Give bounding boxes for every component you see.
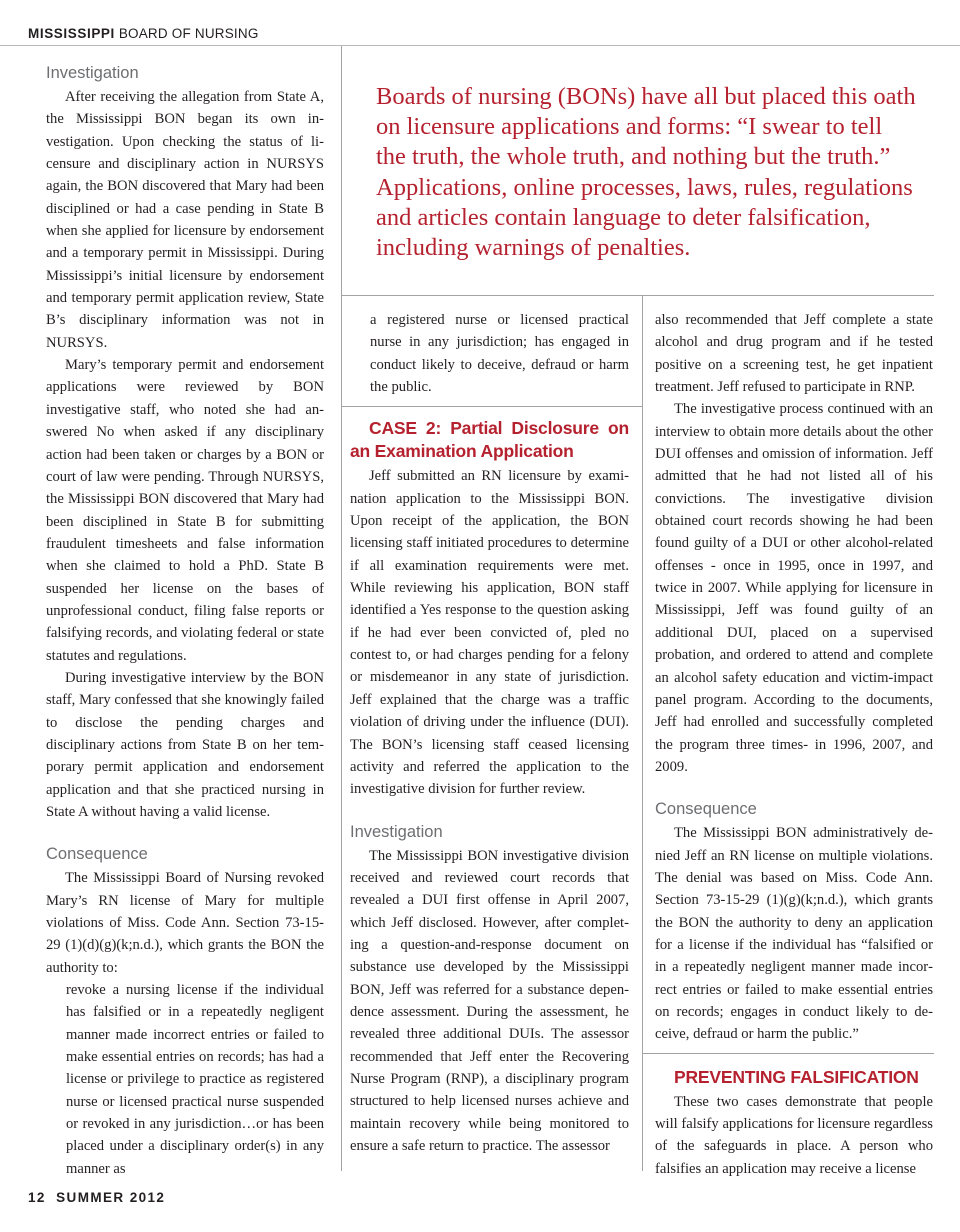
header-org-bold: MISSISSIPPI	[28, 26, 115, 41]
column-divider-1	[341, 46, 342, 1171]
header-rule	[0, 45, 960, 46]
body-paragraph: Jeff submitted an RN licensure by examination application to the Mississippi BON. Upon receipt of the application, the BON licensing staff initiated procedures to determine if all examination requirements were met. While reviewing his application, BON staff identified a Yes response to the question asking if he had ever been convicted of, pled no contest to, or had charges pending for a felony or misdemeanor in any state of jurisdiction. Jeff explained that the charge was a traffic violation of driving under the influence (DUI). The BON’s licensing staff ceased licensing activity and referred the application to the investigative division for further review.	[350, 468, 629, 798]
page-number: 12	[28, 1190, 46, 1205]
column-2	[350, 309, 629, 1157]
column-1	[46, 62, 324, 1180]
case-2-heading: CASE 2: Partial Disclosure on an Examination Application	[350, 418, 629, 462]
body-paragraph: The Mississippi BON administratively denied Jeff an RN license on multiple violations. The denial was based on Miss. Code Ann. Section 73-15-29 (1)(g)(k;n.d.), which grants the BON the authority to deny an application for a license if the individual has “falsified or in a repeatedly negligent manner made incorrect entries or failed to make essential entries on records; engages in conduct likely to deceive, defraud or harm the public.”	[655, 825, 933, 1043]
column-3	[655, 309, 933, 1180]
publication-header	[28, 26, 259, 42]
issue-date: SUMMER 2012	[56, 1190, 166, 1205]
page-footer	[28, 1188, 165, 1208]
body-paragraph: Mary’s temporary permit and endorsement applications were reviewed by BON investigative staff, who noted she had answered No when asked if any disciplinary action had been taken or charges by a BON or court of law were pending. Through NURSYS, the Mississippi BON discovered that Mary had been disciplined in State B for submitting fraudulent timesheets and false information when she claimed to hold a PhD. State B suspended her license on the bases of unprofessional conduct, filing false reports or falsifying records, and violating federal or state statutes and regulations.	[46, 357, 324, 664]
body-paragraph: After receiving the allegation from State A, the Mississippi BON began its own investigation. Upon checking the status of licensure and disciplinary action in NURSYS again, the BON discovered that Mary had been disciplined or had a case pending in State B when she applied for licensure by endorsement and a temporary permit in Mississippi. During Mississippi’s initial licensure by endorsement and temporary permit application review, State B’s disciplinary information was not in NURSYS.	[46, 89, 324, 351]
body-paragraph-continued: also recommended that Jeff complete a state alcohol and drug program and if he tested positive on a screening test, he get inpatient treatment. Jeff refused to participate in RNP.	[655, 312, 933, 396]
body-paragraph: The investigative process continued with an interview to obtain more details about the other DUI offenses and omission of information. Jeff admitted that he had not listed all of his convictions. The investigative division obtained court records showing he had been found guilty of a DUI or other alcohol-related offenses - once in 1995, once in 1997, and twice in 2007. While applying for licensure in Mississippi, Jeff was found guilty of an additional DUI, placed on a supervised probation, and ordered to attend and complete an alcohol safety education and victim-impact panel program. According to the documents, Jeff had enrolled and successfully completed the program three times- in 1996, 2007, and 2009.	[655, 401, 933, 775]
investigation-heading: Investigation	[350, 822, 443, 841]
body-paragraph: The Mississippi Board of Nursing revoked Mary’s RN license of Mary for multiple violations of Miss. Code Ann. Section 73-15-29 (1)(d)(g)(k;n.d.), which grants the BON the authority to:	[46, 870, 324, 976]
body-paragraph: During investigative interview by the BON staff, Mary confessed that she knowingly failed to disclose the pending charges and disciplinary actions from State B on her temporary permit application and endorsement application and that she practiced nursing in State A without having a valid license.	[46, 669, 324, 820]
pullquote-bottom-rule	[342, 295, 934, 296]
preventing-falsification-heading: PREVENTING FALSIFICATION	[674, 1066, 919, 1087]
header-org-rest: BOARD OF NURSING	[114, 26, 259, 41]
column-divider-2	[642, 295, 643, 1171]
statute-quote-continued: a registered nurse or licensed practical nurse in any jurisdiction; has engaged in conduct likely to deceive, defraud or harm the public.	[370, 312, 629, 396]
body-paragraph: The Mississippi BON investigative division received and reviewed court records that revealed a DUI first offense in April 2007, which Jeff disclosed. However, after completing a question-and-response document on substance use developed by the Mississippi BON, Jeff was referred for a substance dependence assessment. During the assessment, he revealed three additional DUIs. The assessor recommended that Jeff enter the Recovering Nurse Program (RNP), a disciplinary program structured to help licensed nurses achieve and maintain recovery while being monitored to ensure a safe return to practice. The assessor	[350, 847, 629, 1154]
consequence-heading: Consequence	[655, 800, 757, 819]
consequence-heading: Consequence	[46, 845, 148, 864]
pull-quote: Boards of nursing (BONs) have all but placed this oath on licensure applications and forms: “I swear to tell the truth, the whole truth, and nothing but the truth.” Applications, online processes, laws, rules, regulations and articles contain language to deter falsification, including warnings of penalties.	[376, 83, 916, 262]
body-paragraph: These two cases demonstrate that people will falsify applications for licensure regardless of the safeguards in place. A person who falsifies an application may receive a license	[655, 1093, 933, 1177]
statute-quote: revoke a nursing license if the individual has falsified or in a repeatedly negligent manner made incorrect entries or failed to make essential entries on records; has had a license or privilege to practice as registered nurse or licensed practical nurse suspended or revoked in any jurisdiction…or has been placed under a disciplinary order(s) in any manner as	[66, 982, 324, 1177]
investigation-heading: Investigation	[46, 64, 139, 82]
